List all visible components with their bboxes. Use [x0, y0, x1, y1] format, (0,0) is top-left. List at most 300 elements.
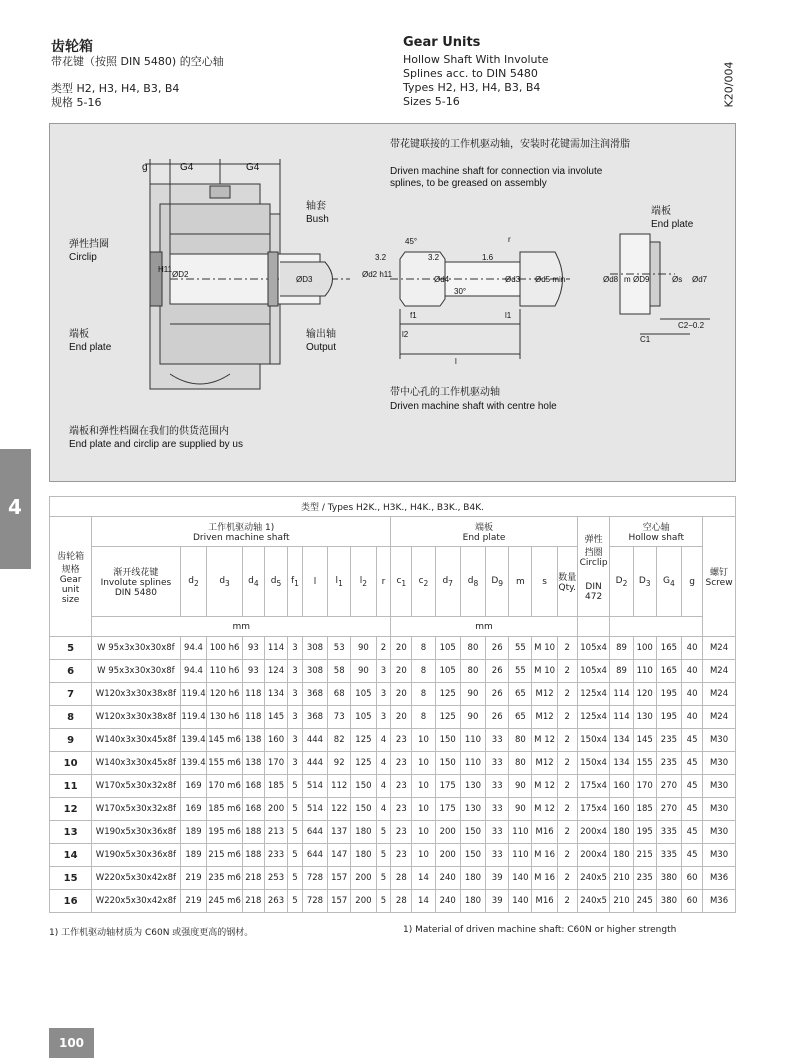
bush — [268, 252, 278, 306]
table-cell: 3 — [288, 660, 303, 683]
table-cell: 4 — [376, 798, 391, 821]
table-cell: 235 m6 — [207, 867, 242, 890]
cn-sizes: 规格 5-16 — [51, 96, 102, 109]
table-cell: M30 — [703, 844, 736, 867]
table-cell: 68 — [328, 683, 351, 706]
table-cell: 245 m6 — [207, 890, 242, 913]
table-cell: 45 — [682, 729, 703, 752]
table-cell: 90 — [509, 775, 532, 798]
table-cell: M36 — [703, 867, 736, 890]
table-cell: 92 — [328, 752, 351, 775]
table-cell: 157 — [328, 867, 351, 890]
cell-spline: W 95x3x30x30x8f — [92, 660, 181, 683]
table-cell: 130 — [460, 798, 485, 821]
dim-h11: H11 — [158, 265, 173, 274]
table-cell: 380 — [656, 890, 681, 913]
end-plate2-en: End plate — [651, 219, 694, 230]
doc-code-text: K20/004 — [722, 61, 736, 108]
table-cell: 20 — [391, 660, 412, 683]
table-cell: 90 — [460, 683, 485, 706]
din472-2: 472 — [585, 591, 603, 602]
table-cell: 2 — [557, 798, 577, 821]
col-d3: $d_3$ — [207, 547, 242, 617]
table-cell: 33 — [486, 798, 509, 821]
table-cell: 168 — [242, 775, 264, 798]
size-head-en-3: size — [61, 594, 80, 605]
table-cell: 73 — [328, 706, 351, 729]
table-cell: 168 — [242, 798, 264, 821]
table-cell: 2 — [557, 867, 577, 890]
table-cell: 26 — [486, 706, 509, 729]
table-cell: 235 — [656, 752, 681, 775]
table-cell: 308 — [302, 637, 327, 660]
cn-title: 齿轮箱 — [51, 39, 93, 55]
table-cell: 240x5 — [577, 867, 610, 890]
table-cell: 263 — [264, 890, 287, 913]
hollow-group-header — [610, 517, 703, 547]
table-cell: 5 — [376, 867, 391, 890]
table-cell: 150 — [435, 729, 460, 752]
table-cell: 125 — [351, 752, 376, 775]
table-cell: 170 — [264, 752, 287, 775]
table-cell: 4 — [376, 775, 391, 798]
table-cell: 2 — [557, 890, 577, 913]
col-m: m — [509, 547, 532, 617]
cell-spline: W120x3x30x38x8f — [92, 706, 181, 729]
table-cell: 93 — [242, 660, 264, 683]
hollow-group-cn: 空心轴 — [642, 523, 670, 533]
note-en-2: splines, to be greased on assembly — [390, 178, 547, 189]
table-cell: M30 — [703, 821, 736, 844]
dim-f1: f1 — [410, 311, 417, 320]
table-cell: M 10 — [532, 660, 557, 683]
dim-l: l — [455, 357, 457, 366]
table-cell: 60 — [682, 890, 703, 913]
table-cell: 4 — [376, 729, 391, 752]
table-cell: 114 — [610, 683, 633, 706]
table-cell: 200 — [264, 798, 287, 821]
dim-d4: Ød4 — [434, 275, 450, 284]
cell-size: 15 — [50, 867, 92, 890]
table-cell: 110 — [509, 844, 532, 867]
table-cell: 5 — [288, 821, 303, 844]
table-cell: 80 — [509, 729, 532, 752]
table-cell: 3 — [376, 683, 391, 706]
table-cell: 55 — [509, 637, 532, 660]
unit-blank-1 — [577, 617, 610, 637]
table-cell: M12 — [532, 683, 557, 706]
table-cell: 105 — [435, 660, 460, 683]
dim-d8: Ød8 — [603, 275, 619, 284]
table-cell: M30 — [703, 752, 736, 775]
qty-cn: 数量 — [558, 573, 577, 583]
table-cell: 219 — [180, 890, 207, 913]
table-cell: 308 — [302, 660, 327, 683]
table-cell: 180 — [610, 821, 633, 844]
table-cell: 219 — [180, 867, 207, 890]
table-cell: 45 — [682, 798, 703, 821]
table-cell: 39 — [486, 890, 509, 913]
table-cell: M24 — [703, 660, 736, 683]
circlip-cn-2: 挡圈 — [584, 547, 603, 558]
table-cell: 125 — [435, 683, 460, 706]
col-G4: $G_4$ — [656, 547, 681, 617]
table-cell: 100 — [633, 637, 656, 660]
table-cell: 40 — [682, 660, 703, 683]
table-cell: 200 — [435, 821, 460, 844]
table-cell: 110 — [460, 729, 485, 752]
table-cell: 10 — [412, 775, 435, 798]
table-cell: 28 — [391, 867, 412, 890]
table-cell: 33 — [486, 752, 509, 775]
dim-32-a: 3.2 — [375, 253, 387, 262]
table-cell: 215 — [633, 844, 656, 867]
table-cell: 120 — [633, 683, 656, 706]
table-cell: 189 — [180, 821, 207, 844]
unit-mm-2: mm — [391, 617, 577, 637]
table-cell: 165 — [656, 660, 681, 683]
table-cell: 53 — [328, 637, 351, 660]
table-cell: 5 — [288, 775, 303, 798]
table-cell: 65 — [509, 683, 532, 706]
cell-spline: W170x5x30x32x8f — [92, 775, 181, 798]
table-cell: 118 — [242, 706, 264, 729]
table-cell: M24 — [703, 706, 736, 729]
table-cell: 94.4 — [180, 637, 207, 660]
table-cell: 45 — [682, 844, 703, 867]
table-cell: 170 — [633, 775, 656, 798]
table-cell: 125 — [351, 729, 376, 752]
table-cell: 26 — [486, 683, 509, 706]
table-cell: 175 — [435, 775, 460, 798]
table-cell: 8 — [412, 637, 435, 660]
col-d7: $d_7$ — [435, 547, 460, 617]
cell-spline: W120x3x30x38x8f — [92, 683, 181, 706]
table-cell: 180 — [460, 867, 485, 890]
table-cell: 175x4 — [577, 775, 610, 798]
cell-size: 9 — [50, 729, 92, 752]
size-head-en-1: Gear — [59, 574, 82, 585]
table-cell: 3 — [376, 706, 391, 729]
table-cell: 145 — [633, 729, 656, 752]
table-row — [50, 752, 736, 775]
table-cell: 10 — [412, 729, 435, 752]
table-cell: 114 — [264, 637, 287, 660]
chapter-tab — [0, 449, 31, 569]
cell-spline: W190x5x30x36x8f — [92, 821, 181, 844]
table-cell: 20 — [391, 683, 412, 706]
table-cell: 335 — [656, 821, 681, 844]
col-r: r — [376, 547, 391, 617]
table-cell: 3 — [288, 729, 303, 752]
end-plate-group-en: End plate — [462, 533, 506, 543]
shaft-group-en: Driven machine shaft — [192, 533, 290, 543]
qty-en: Qty. — [558, 583, 577, 593]
dim-r: r — [508, 235, 511, 244]
table-cell: 368 — [302, 683, 327, 706]
dim-g4-a: G4 — [180, 162, 194, 173]
table-cell: 210 — [610, 890, 633, 913]
size-head-en-2: unit — [61, 584, 80, 595]
cn-types-sizes — [51, 82, 179, 110]
end-plate-left — [150, 252, 162, 306]
table-cell: 514 — [302, 775, 327, 798]
table-cell: 728 — [302, 890, 327, 913]
cell-size: 16 — [50, 890, 92, 913]
end-plate2-cn: 端板 — [651, 206, 671, 217]
table-cell: 218 — [242, 890, 264, 913]
table-cell: 3 — [288, 706, 303, 729]
table-cell: M30 — [703, 798, 736, 821]
table-cell: 2 — [557, 637, 577, 660]
table-cell: 134 — [610, 729, 633, 752]
end-plate-group-header — [391, 517, 577, 547]
cell-spline: W140x3x30x45x8f — [92, 752, 181, 775]
dim-m: m — [624, 275, 631, 284]
table-cell: 119.4 — [180, 683, 207, 706]
cn-types: 类型 H2, H3, H4, B3, B4 — [51, 82, 180, 95]
table-cell: M 10 — [532, 637, 557, 660]
table-cell: 380 — [656, 867, 681, 890]
table-cell: 40 — [682, 706, 703, 729]
table-cell: 119.4 — [180, 706, 207, 729]
table-cell: 4 — [376, 752, 391, 775]
table-cell: 150 — [460, 821, 485, 844]
table-cell: 105x4 — [577, 637, 610, 660]
end-plate-group-cn: 端板 — [475, 523, 494, 533]
cell-size: 6 — [50, 660, 92, 683]
table-cell: 150 — [351, 798, 376, 821]
cell-size: 14 — [50, 844, 92, 867]
table-cell: 134 — [610, 752, 633, 775]
supply-cn: 端板和弹性档圈在我们的供货范围内 — [69, 426, 229, 437]
table-cell: 89 — [610, 637, 633, 660]
table-row — [50, 775, 736, 798]
table-cell: 180 — [610, 844, 633, 867]
size-head-cn-1: 齿轮箱 — [57, 551, 85, 562]
table-cell: 145 — [264, 706, 287, 729]
col-c1: $c_1$ — [391, 547, 412, 617]
table-row — [50, 844, 736, 867]
note-cn: 带花键联接的工作机驱动轴，安装时花键需加注润滑脂 — [390, 139, 630, 150]
table-cell: 125x4 — [577, 683, 610, 706]
dimension-table — [49, 496, 736, 913]
en-title: Gear Units — [403, 35, 481, 50]
table-cell: 26 — [486, 660, 509, 683]
table-row — [50, 660, 736, 683]
dim-d3-cap: ØD3 — [296, 275, 313, 284]
bush-en: Bush — [306, 214, 329, 225]
cell-size: 13 — [50, 821, 92, 844]
top-plug — [210, 186, 230, 198]
table-cell: 105 — [351, 683, 376, 706]
table-cell: 180 — [460, 890, 485, 913]
table-cell: 8 — [412, 683, 435, 706]
table-cell: 3 — [288, 752, 303, 775]
cell-size: 10 — [50, 752, 92, 775]
table-cell: 130 h6 — [207, 706, 242, 729]
dim-d3: Ød3 — [505, 275, 521, 284]
table-cell: 100 h6 — [207, 637, 242, 660]
table-cell: 60 — [682, 867, 703, 890]
screw-cn: 螺钉 — [710, 568, 729, 578]
table-cell: 175 — [435, 798, 460, 821]
spline-header — [92, 547, 181, 617]
table-cell: 2 — [557, 844, 577, 867]
qty-header — [557, 547, 577, 617]
table-cell: 188 — [242, 821, 264, 844]
table-cell: 2 — [557, 775, 577, 798]
table-row — [50, 706, 736, 729]
dim-d9-cap: ØD9 — [633, 275, 650, 284]
table-cell: 210 — [610, 867, 633, 890]
table-cell: 39 — [486, 867, 509, 890]
table-cell: 185 m6 — [207, 798, 242, 821]
cell-size: 11 — [50, 775, 92, 798]
spline-cn: 渐开线花键 — [113, 568, 159, 578]
cell-size: 12 — [50, 798, 92, 821]
din472-1: DIN — [585, 581, 602, 592]
doc-code — [724, 60, 740, 112]
table-cell: 2 — [557, 706, 577, 729]
table-cell: 200x4 — [577, 821, 610, 844]
table-cell: 155 — [633, 752, 656, 775]
supply-en: End plate and circlip are supplied by us — [69, 439, 243, 450]
col-d5: $d_5$ — [264, 547, 287, 617]
end-plate-en: End plate — [69, 342, 112, 353]
table-cell: 55 — [509, 660, 532, 683]
table-cell: 155 m6 — [207, 752, 242, 775]
table-cell: 14 — [412, 867, 435, 890]
table-cell: 124 — [264, 660, 287, 683]
table-cell: 10 — [412, 752, 435, 775]
table-cell: 23 — [391, 798, 412, 821]
cell-size: 5 — [50, 637, 92, 660]
table-cell: 14 — [412, 890, 435, 913]
table-cell: 200 — [351, 867, 376, 890]
table-cell: M 12 — [532, 798, 557, 821]
table-cell: 195 m6 — [207, 821, 242, 844]
table-cell: 514 — [302, 798, 327, 821]
table-cell: 368 — [302, 706, 327, 729]
table-cell: 118 — [242, 683, 264, 706]
dim-l2: l2 — [402, 330, 409, 339]
shaft-group-header — [92, 517, 391, 547]
col-d4: $d_4$ — [242, 547, 264, 617]
table-cell: 5 — [376, 821, 391, 844]
table-cell: M16 — [532, 890, 557, 913]
cell-spline: W 95x3x30x30x8f — [92, 637, 181, 660]
table-cell: 335 — [656, 844, 681, 867]
table-cell: 5 — [288, 890, 303, 913]
table-cell: 58 — [328, 660, 351, 683]
table-cell: 240 — [435, 867, 460, 890]
table-cell: 110 — [633, 660, 656, 683]
col-D3: $D_3$ — [633, 547, 656, 617]
table-row — [50, 821, 736, 844]
table-cell: 138 — [242, 729, 264, 752]
table-cell: 200 — [351, 890, 376, 913]
table-cell: 105 — [435, 637, 460, 660]
table-cell: 130 — [460, 775, 485, 798]
table-cell: 195 — [656, 683, 681, 706]
table-cell: M30 — [703, 775, 736, 798]
col-l1: $l_1$ — [328, 547, 351, 617]
table-cell: 233 — [264, 844, 287, 867]
table-cell: 33 — [486, 821, 509, 844]
table-cell: 23 — [391, 775, 412, 798]
dim-30: 30° — [454, 287, 467, 296]
table-cell: 245 — [633, 890, 656, 913]
table-cell: 8 — [412, 660, 435, 683]
table-cell: 94.4 — [180, 660, 207, 683]
dimension-table-grid — [49, 496, 736, 913]
table-cell: 240x5 — [577, 890, 610, 913]
cell-spline: W190x5x30x36x8f — [92, 844, 181, 867]
table-cell: 270 — [656, 775, 681, 798]
table-cell: 145 m6 — [207, 729, 242, 752]
hollow-group-en: Hollow shaft — [628, 533, 684, 543]
size-header — [50, 517, 92, 637]
table-cell: 213 — [264, 821, 287, 844]
table-cell: 728 — [302, 867, 327, 890]
circlip-cn: 弹性挡圈 — [69, 239, 109, 250]
table-cell: M 12 — [532, 775, 557, 798]
table-cell: 2 — [557, 752, 577, 775]
size-head-cn-2: 规格 — [61, 564, 80, 575]
en-line-3: Types H2, H3, H4, B3, B4 — [403, 81, 541, 94]
table-row — [50, 890, 736, 913]
table-cell: M 12 — [532, 729, 557, 752]
footnote-en: 1) Material of driven machine shaft: C60N or higher strength — [403, 925, 677, 935]
spline-en-2: DIN 5480 — [114, 588, 157, 598]
dim-d2: Ød2 h11 — [362, 270, 393, 279]
table-cell: 270 — [656, 798, 681, 821]
table-cell: 160 — [610, 798, 633, 821]
table-cell: 644 — [302, 821, 327, 844]
dim-c1: C1 — [640, 335, 651, 344]
dim-d2-cap: ØD2 — [172, 270, 189, 279]
table-cell: 20 — [391, 706, 412, 729]
table-cell: 90 — [351, 637, 376, 660]
table-cell: 160 — [610, 775, 633, 798]
table-cell: 150 — [460, 844, 485, 867]
table-cell: 150x4 — [577, 729, 610, 752]
table-cell: M 16 — [532, 844, 557, 867]
table-row — [50, 729, 736, 752]
chapter-number: 4 — [8, 495, 22, 519]
table-cell: 110 h6 — [207, 660, 242, 683]
cell-spline: W140x3x30x45x8f — [92, 729, 181, 752]
table-cell: 26 — [486, 637, 509, 660]
col-D9: $D_9$ — [486, 547, 509, 617]
table-cell: 185 — [633, 798, 656, 821]
en-line-4: Sizes 5-16 — [403, 95, 460, 108]
table-cell: 20 — [391, 637, 412, 660]
table-cell: 169 — [180, 775, 207, 798]
table-cell: 33 — [486, 775, 509, 798]
table-cell: M36 — [703, 890, 736, 913]
table-cell: 200 — [435, 844, 460, 867]
dim-45: 45° — [405, 237, 418, 246]
cell-size: 7 — [50, 683, 92, 706]
table-cell: M16 — [532, 821, 557, 844]
table-cell: 180 — [351, 821, 376, 844]
unit-blank-2 — [610, 617, 703, 637]
col-c2: $c_2$ — [412, 547, 435, 617]
bush-cn: 轴套 — [306, 201, 326, 212]
col-s: s — [532, 547, 557, 617]
